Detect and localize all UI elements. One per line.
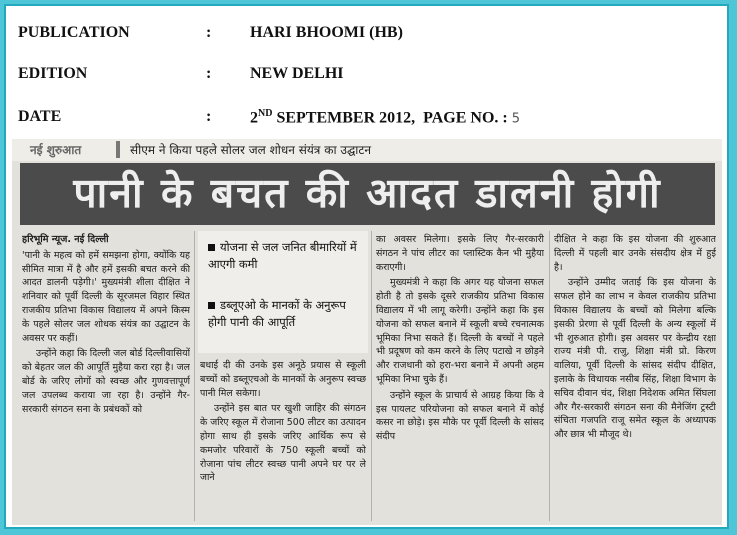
date-value (250, 108, 520, 127)
highlight-1-text: योजना से जल जनित बीमारियों में आएगी कमी (208, 240, 357, 271)
col3-paragraph-2: मुख्यमंत्री ने कहा कि अगर यह योजना सफल होती है तो इसके दूसरे राजकीय प्रतिभा विकास विद्यालय में भी लागू करेगी। उन्होंने कहा कि इस योजना को सफल बनाने में स्कूली बच्चे रचनात्मक भूमिका निभा सकते हैं। दिल्ली के बच्चों ने पहले भी प्रदूषण को कम करने के लिए पटाखे न छोड़ने और राजधानी को हरा-भरा बनाने में अपनी अहम भूमिका निभा चुके हैं। (376, 277, 544, 385)
col2-paragraph-2: उन्होंने इस बात पर खुशी जाहिर की संगठन के जरिए स्कूल में रोजाना 500 लीटर का उत्पादन होगा साथ ही इसके जरिए आर्थिक रूप से कमजोर परिवारों के 750 स्कूली बच्चों को रोजाना पांच लीटर स्वच्छ पानी अपने घर पर ले जाने (200, 403, 366, 484)
col4-paragraph-1: दीक्षित ने कहा कि इस योजना की शुरुआत दिल्ली में पहली बार उनके संसदीय क्षेत्र में हुई है। (554, 234, 716, 273)
document-frame (4, 4, 729, 529)
col3-paragraph-1: का अवसर मिलेगा। इसके लिए गैर-सरकारी संगठन ने पांच लीटर का प्लास्टिक कैन भी मुहैया कराएगी। (376, 234, 544, 273)
column-rule-3 (549, 231, 550, 521)
col1-paragraph-1: 'पानी के महत्व को हमें समझना होगा, क्योंकि यह सीमित मात्रा में है और हमें इसकी बचत करने की आदत डालनी पड़ेगी।' मुख्यमंत्री शीला दीक्षित ने शनिवार को पूर्वी दिल्ली के सूरजमल विहार स्थित राजकीय प्रतिभा विकास विद्यालय में अपने किस्म के पहले सोलर जल शोधक संयंत्र का उद्घाटन के अवसर पर कहीं। (22, 249, 190, 344)
date-rest: SEPTEMBER 2012, (276, 109, 416, 127)
publication-label: PUBLICATION (18, 24, 130, 41)
col2-paragraph-1: बधाई दी की उनके इस अनूठे प्रयास से स्कूली बच्चों को डब्लूएचओ के मानकों के अनुरूप स्वच्छ पानी मिल सकेगा। (200, 360, 366, 399)
highlights-box (198, 231, 368, 353)
bullet-square-icon (208, 302, 215, 309)
headline: पानी के बचत की आदत डालनी होगी (20, 163, 715, 225)
date-day: 2 (250, 109, 258, 127)
date-label: DATE (18, 108, 62, 125)
publication-colon: : (206, 24, 212, 41)
edition-label: EDITION (18, 65, 88, 82)
newspaper-clipping (12, 139, 722, 525)
kicker-tag: नई शुरुआत (30, 143, 82, 157)
column-rule-1 (194, 231, 195, 521)
col4-paragraph-2: उन्होंने उम्मीद जताई कि इस योजना के सफल होने का लाभ न केवल राजकीय प्रतिभा विकास विद्यालय के बच्चों को मिलेगा बल्कि इसकी प्रेरणा से पूर्वी दिल्ली के अन्य स्कूलों में भी शुरुआत होगी। इस अवसर पर केन्द्रीय रक्षा राज्य मंत्री पी. राजु, शिक्षा मंत्री प्रो. किरण वालिया, पूर्वी दिल्ली के सांसद संदीप दीक्षित, इलाके के विधायक नसीब सिंह, शिक्षा विभाग के सचिव दीवान चंद, शिक्षा निदेशक अमित सिंघला और गैर-सरकारी संगठन सना की मैनेजिंग ट्रस्टी संचिता गजपति राजू समेत स्कूल के अध्यापक और छात्र भी मौजूद थे। (554, 277, 716, 441)
date-colon: : (206, 108, 212, 125)
publication-value: HARI BHOOMI (HB) (250, 24, 403, 41)
highlight-2 (208, 297, 366, 331)
article-column-2 (200, 359, 366, 523)
highlight-1 (208, 239, 366, 273)
bullet-square-icon (208, 244, 215, 251)
article-column-1 (22, 233, 190, 523)
kicker-separator (116, 141, 120, 158)
page-value: 5 (511, 111, 521, 127)
kicker-text: सीएम ने किया पहले सोलर जल शोधन संयंत्र का उद्घाटन (130, 143, 372, 157)
column-rule-2 (371, 231, 372, 521)
kicker-bar (12, 139, 722, 161)
col1-paragraph-2: उन्होंने कहा कि दिल्ली जल बोर्ड दिल्लीवासियों को बेहतर जल की आपूर्ति मुहैया करा रहा है। जल बोर्ड के जरिए लोगों को स्वच्छ और गुणवत्तापूर्ण जल उपलब्ध कराया जा रहा है। उन्होंने गैर-सरकारी संगठन सना के प्रबंधकों को (22, 348, 190, 415)
byline: हरिभूमि न्यूज. नई दिल्ली (22, 234, 109, 245)
page-label: PAGE NO. : (423, 109, 508, 127)
highlight-2-text: डब्लूएओ के मानकों के अनुरूप होगी पानी की आपूर्ति (208, 298, 346, 329)
date-suffix: ND (258, 108, 273, 119)
edition-value: NEW DELHI (250, 65, 344, 82)
article-column-3 (376, 233, 544, 523)
edition-colon: : (206, 65, 212, 82)
col3-paragraph-3: उन्होंने स्कूल के प्राचार्य से आग्रह किया कि वे इस पायलट परियोजना को सफल बनाने में कोई कसर ना छोड़े। इस मौके पर पूर्वी दिल्ली के सांसद संदीप (376, 389, 544, 443)
article-column-4 (554, 233, 716, 523)
